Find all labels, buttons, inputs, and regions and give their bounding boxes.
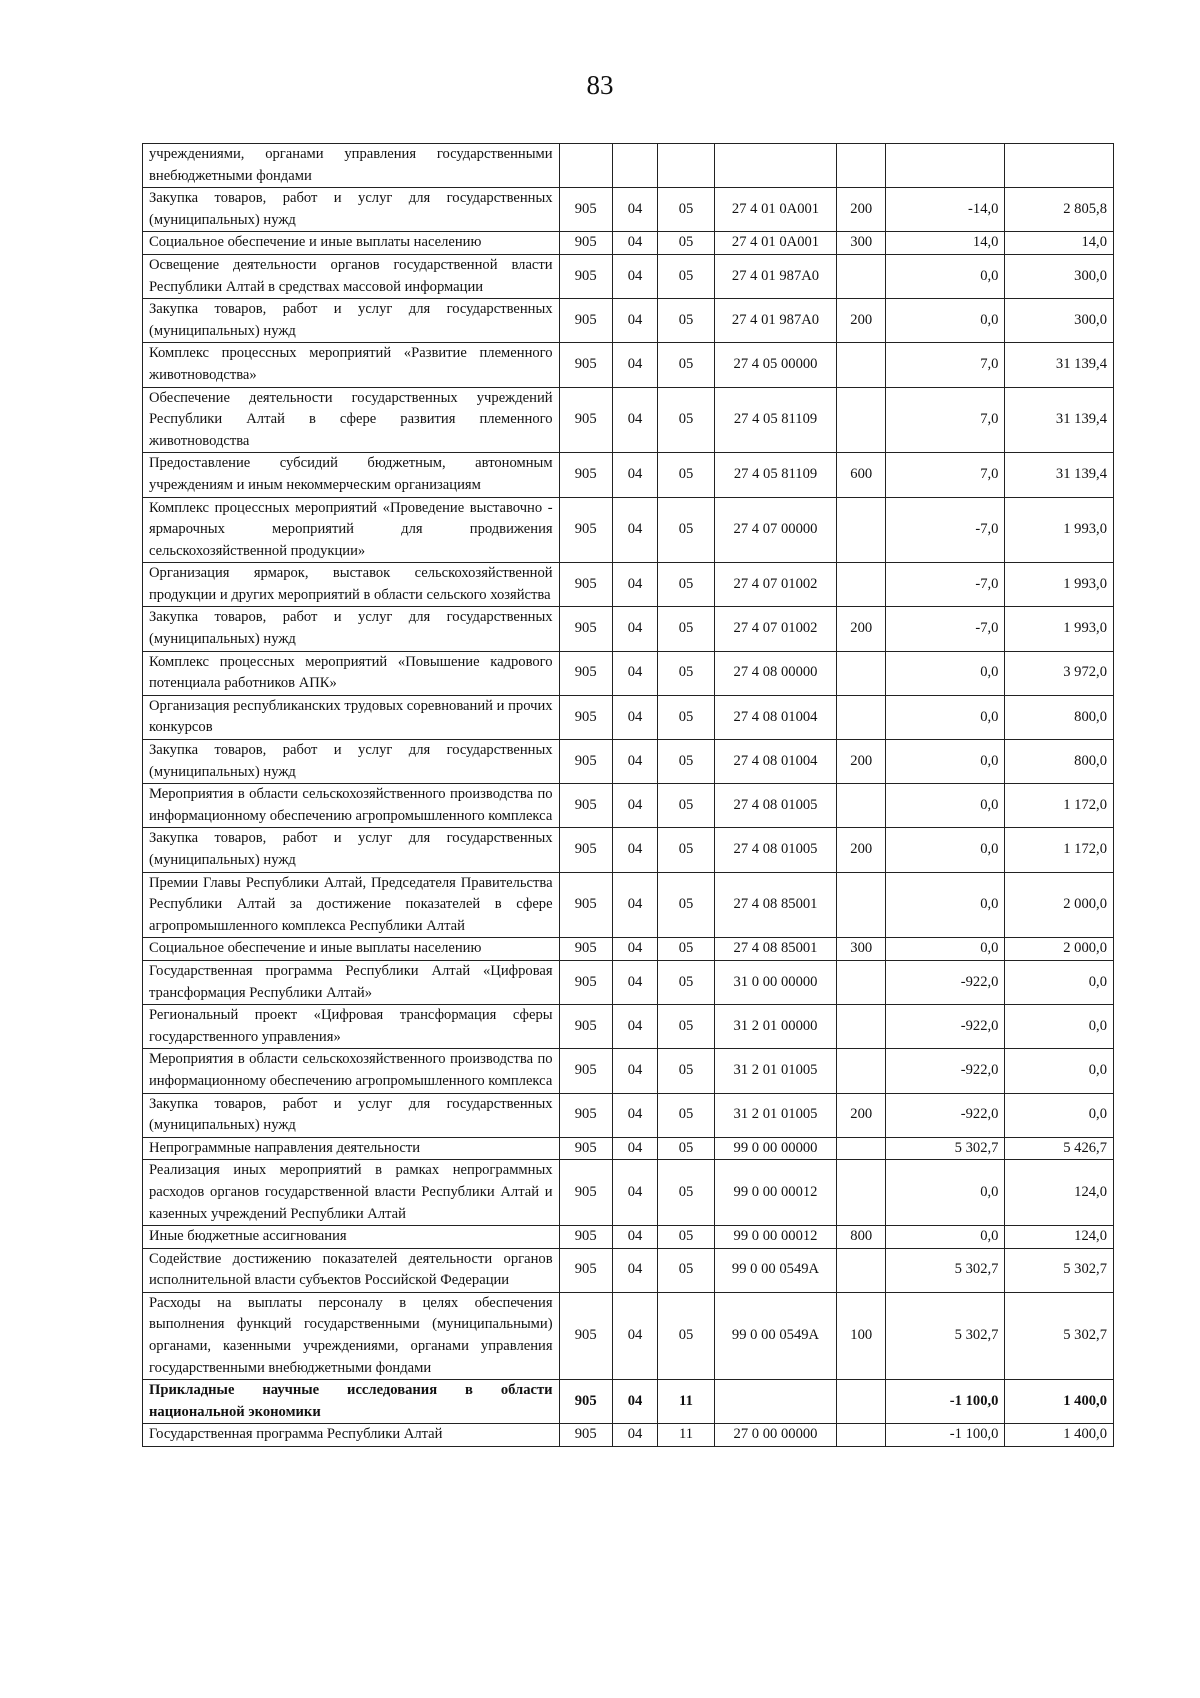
table-row	[143, 1380, 1114, 1424]
table-row	[143, 254, 1114, 298]
row-change-amount: 0,0	[886, 828, 1005, 872]
row-admin-code: 905	[559, 1248, 612, 1292]
row-section: 04	[612, 1292, 658, 1379]
row-total-amount: 2 805,8	[1005, 188, 1114, 232]
table-row	[143, 343, 1114, 387]
row-expense-type	[837, 1005, 886, 1049]
row-section: 04	[612, 828, 658, 872]
row-change-amount: 0,0	[886, 784, 1005, 828]
row-subsection: 11	[658, 1424, 714, 1447]
table-row	[143, 188, 1114, 232]
row-section: 04	[612, 254, 658, 298]
row-change-amount: 0,0	[886, 695, 1005, 739]
row-expense-type	[837, 695, 886, 739]
row-target-article: 27 4 08 00000	[714, 651, 837, 695]
row-description: Закупка товаров, работ и услуг для государственных (муниципальных) нужд	[143, 740, 560, 784]
table-row	[143, 1424, 1114, 1447]
row-section: 04	[612, 232, 658, 255]
row-expense-type	[837, 343, 886, 387]
row-target-article: 31 2 01 01005	[714, 1049, 837, 1093]
row-description: Непрограммные направления деятельности	[143, 1137, 560, 1160]
row-subsection: 05	[658, 784, 714, 828]
row-section: 04	[612, 563, 658, 607]
row-admin-code: 905	[559, 387, 612, 453]
row-subsection: 11	[658, 1380, 714, 1424]
row-expense-type	[837, 254, 886, 298]
row-subsection: 05	[658, 188, 714, 232]
row-change-amount: -7,0	[886, 607, 1005, 651]
row-subsection	[658, 144, 714, 188]
row-target-article: 27 4 07 01002	[714, 563, 837, 607]
row-subsection: 05	[658, 232, 714, 255]
row-change-amount: 0,0	[886, 740, 1005, 784]
row-expense-type: 100	[837, 1292, 886, 1379]
row-change-amount: -14,0	[886, 188, 1005, 232]
row-target-article: 31 2 01 00000	[714, 1005, 837, 1049]
row-description: Содействие достижению показателей деятельности органов исполнительной власти субъектов Российской Федерации	[143, 1248, 560, 1292]
row-expense-type: 300	[837, 232, 886, 255]
table-row	[143, 1226, 1114, 1249]
row-change-amount: -922,0	[886, 960, 1005, 1004]
table-row	[143, 938, 1114, 961]
row-description: Закупка товаров, работ и услуг для государственных (муниципальных) нужд	[143, 1093, 560, 1137]
row-admin-code: 905	[559, 1049, 612, 1093]
row-description: Закупка товаров, работ и услуг для государственных (муниципальных) нужд	[143, 188, 560, 232]
row-section: 04	[612, 651, 658, 695]
row-admin-code: 905	[559, 938, 612, 961]
row-section: 04	[612, 1049, 658, 1093]
row-admin-code: 905	[559, 453, 612, 497]
row-subsection: 05	[658, 1248, 714, 1292]
table-row	[143, 387, 1114, 453]
row-subsection: 05	[658, 960, 714, 1004]
row-change-amount: 0,0	[886, 651, 1005, 695]
row-total-amount: 124,0	[1005, 1226, 1114, 1249]
row-expense-type: 600	[837, 453, 886, 497]
row-change-amount: -922,0	[886, 1093, 1005, 1137]
row-target-article: 99 0 00 00012	[714, 1226, 837, 1249]
row-admin-code: 905	[559, 651, 612, 695]
row-expense-type	[837, 563, 886, 607]
row-admin-code: 905	[559, 740, 612, 784]
row-description: Расходы на выплаты персоналу в целях обеспечения выполнения функций государственными (муниципальными) органами, казенными учреждениями, органами управления государственными внебюджетными фондами	[143, 1292, 560, 1379]
row-expense-type	[837, 651, 886, 695]
row-admin-code: 905	[559, 607, 612, 651]
row-description: Социальное обеспечение и иные выплаты населению	[143, 938, 560, 961]
row-total-amount: 300,0	[1005, 254, 1114, 298]
row-total-amount: 1 993,0	[1005, 607, 1114, 651]
row-description: Закупка товаров, работ и услуг для государственных (муниципальных) нужд	[143, 828, 560, 872]
row-target-article: 27 4 05 81109	[714, 453, 837, 497]
table-row	[143, 784, 1114, 828]
row-total-amount: 14,0	[1005, 232, 1114, 255]
row-subsection: 05	[658, 651, 714, 695]
row-admin-code: 905	[559, 695, 612, 739]
row-total-amount: 1 993,0	[1005, 563, 1114, 607]
row-expense-type: 200	[837, 740, 886, 784]
row-target-article: 99 0 00 00012	[714, 1160, 837, 1226]
table-row	[143, 695, 1114, 739]
row-admin-code: 905	[559, 784, 612, 828]
table-row	[143, 872, 1114, 938]
page-number: 83	[586, 70, 614, 100]
row-admin-code: 905	[559, 188, 612, 232]
row-expense-type: 200	[837, 188, 886, 232]
row-target-article: 31 2 01 01005	[714, 1093, 837, 1137]
row-section: 04	[612, 453, 658, 497]
row-subsection: 05	[658, 828, 714, 872]
row-subsection: 05	[658, 1160, 714, 1226]
row-description: Закупка товаров, работ и услуг для государственных (муниципальных) нужд	[143, 607, 560, 651]
row-section: 04	[612, 607, 658, 651]
table-row	[143, 1248, 1114, 1292]
row-target-article: 99 0 00 00000	[714, 1137, 837, 1160]
row-section: 04	[612, 740, 658, 784]
row-target-article	[714, 1380, 837, 1424]
row-admin-code: 905	[559, 872, 612, 938]
row-section: 04	[612, 784, 658, 828]
row-description: Освещение деятельности органов государственной власти Республики Алтай в средствах массовой информации	[143, 254, 560, 298]
row-target-article: 27 4 05 00000	[714, 343, 837, 387]
row-section: 04	[612, 960, 658, 1004]
row-description: Мероприятия в области сельскохозяйственного производства по информационному обеспечению агропромышленного комплекса	[143, 1049, 560, 1093]
row-subsection: 05	[658, 1226, 714, 1249]
table-row	[143, 740, 1114, 784]
table-body	[143, 144, 1114, 1447]
budget-table	[142, 143, 1114, 1447]
row-target-article: 99 0 00 0549А	[714, 1248, 837, 1292]
row-change-amount: 7,0	[886, 343, 1005, 387]
table-row	[143, 232, 1114, 255]
row-subsection: 05	[658, 607, 714, 651]
row-description: Организация республиканских трудовых соревнований и прочих конкурсов	[143, 695, 560, 739]
row-target-article: 27 4 08 01005	[714, 828, 837, 872]
row-description: учреждениями, органами управления государственными внебюджетными фондами	[143, 144, 560, 188]
row-total-amount: 0,0	[1005, 1049, 1114, 1093]
row-section: 04	[612, 695, 658, 739]
row-section: 04	[612, 497, 658, 563]
row-target-article: 27 4 08 01004	[714, 740, 837, 784]
table-row	[143, 1093, 1114, 1137]
row-subsection: 05	[658, 1093, 714, 1137]
row-admin-code: 905	[559, 1424, 612, 1447]
row-section: 04	[612, 872, 658, 938]
row-change-amount: 7,0	[886, 387, 1005, 453]
row-target-article: 27 4 01 0А001	[714, 232, 837, 255]
row-description: Комплекс процессных мероприятий «Развитие племенного животноводства»	[143, 343, 560, 387]
row-expense-type: 800	[837, 1226, 886, 1249]
row-target-article: 27 4 07 00000	[714, 497, 837, 563]
row-target-article: 27 4 08 01004	[714, 695, 837, 739]
row-description: Премии Главы Республики Алтай, Председателя Правительства Республики Алтай за достижение показателей в сфере агропромышленного комплекса Республики Алтай	[143, 872, 560, 938]
row-change-amount: -7,0	[886, 563, 1005, 607]
row-subsection: 05	[658, 497, 714, 563]
row-section: 04	[612, 1137, 658, 1160]
row-description: Региональный проект «Цифровая трансформация сферы государственного управления»	[143, 1005, 560, 1049]
row-admin-code: 905	[559, 254, 612, 298]
row-total-amount: 5 302,7	[1005, 1292, 1114, 1379]
row-total-amount: 5 302,7	[1005, 1248, 1114, 1292]
row-total-amount: 5 426,7	[1005, 1137, 1114, 1160]
row-section	[612, 144, 658, 188]
table-row	[143, 1292, 1114, 1379]
row-section: 04	[612, 1160, 658, 1226]
row-description: Государственная программа Республики Алтай «Цифровая трансформация Республики Алтай»	[143, 960, 560, 1004]
row-change-amount: 7,0	[886, 453, 1005, 497]
row-target-article: 31 0 00 00000	[714, 960, 837, 1004]
row-subsection: 05	[658, 563, 714, 607]
row-admin-code: 905	[559, 828, 612, 872]
row-description: Организация ярмарок, выставок сельскохозяйственной продукции и других мероприятий в области сельского хозяйства	[143, 563, 560, 607]
row-target-article: 27 4 01 0А001	[714, 188, 837, 232]
row-section: 04	[612, 1248, 658, 1292]
row-total-amount	[1005, 144, 1114, 188]
table-row	[143, 497, 1114, 563]
row-change-amount: 0,0	[886, 299, 1005, 343]
row-total-amount: 1 400,0	[1005, 1380, 1114, 1424]
row-change-amount: -1 100,0	[886, 1424, 1005, 1447]
row-expense-type	[837, 1049, 886, 1093]
row-description: Комплекс процессных мероприятий «Проведение выставочно - ярмарочных мероприятий для продвижения сельскохозяйственной продукции»	[143, 497, 560, 563]
row-section: 04	[612, 343, 658, 387]
row-admin-code: 905	[559, 1093, 612, 1137]
row-description: Предоставление субсидий бюджетным, автономным учреждениям и иным некоммерческим организациям	[143, 453, 560, 497]
row-description: Иные бюджетные ассигнования	[143, 1226, 560, 1249]
table-row	[143, 299, 1114, 343]
row-total-amount: 3 972,0	[1005, 651, 1114, 695]
table-row	[143, 563, 1114, 607]
row-total-amount: 1 993,0	[1005, 497, 1114, 563]
table-row	[143, 1005, 1114, 1049]
row-total-amount: 1 172,0	[1005, 828, 1114, 872]
row-expense-type	[837, 144, 886, 188]
table-row	[143, 1160, 1114, 1226]
row-change-amount: 0,0	[886, 1226, 1005, 1249]
table-row	[143, 651, 1114, 695]
row-section: 04	[612, 188, 658, 232]
row-total-amount: 1 172,0	[1005, 784, 1114, 828]
row-expense-type	[837, 1137, 886, 1160]
row-target-article: 99 0 00 0549А	[714, 1292, 837, 1379]
row-total-amount: 2 000,0	[1005, 938, 1114, 961]
row-change-amount: -922,0	[886, 1005, 1005, 1049]
row-subsection: 05	[658, 387, 714, 453]
row-section: 04	[612, 387, 658, 453]
row-description: Реализация иных мероприятий в рамках непрограммных расходов органов государственной власти Республики Алтай и казенных учреждений Республики Алтай	[143, 1160, 560, 1226]
row-description: Комплекс процессных мероприятий «Повышение кадрового потенциала работников АПК»	[143, 651, 560, 695]
row-total-amount: 800,0	[1005, 740, 1114, 784]
row-total-amount: 1 400,0	[1005, 1424, 1114, 1447]
row-admin-code: 905	[559, 497, 612, 563]
row-subsection: 05	[658, 453, 714, 497]
row-expense-type	[837, 387, 886, 453]
row-section: 04	[612, 1005, 658, 1049]
row-description: Прикладные научные исследования в области национальной экономики	[143, 1380, 560, 1424]
row-admin-code: 905	[559, 1137, 612, 1160]
row-change-amount: 5 302,7	[886, 1248, 1005, 1292]
row-subsection: 05	[658, 254, 714, 298]
row-subsection: 05	[658, 343, 714, 387]
row-section: 04	[612, 938, 658, 961]
row-subsection: 05	[658, 1049, 714, 1093]
row-admin-code: 905	[559, 1160, 612, 1226]
row-total-amount: 124,0	[1005, 1160, 1114, 1226]
row-total-amount: 31 139,4	[1005, 387, 1114, 453]
row-change-amount: 14,0	[886, 232, 1005, 255]
row-section: 04	[612, 1380, 658, 1424]
row-subsection: 05	[658, 872, 714, 938]
row-target-article: 27 4 05 81109	[714, 387, 837, 453]
row-section: 04	[612, 1424, 658, 1447]
row-admin-code: 905	[559, 960, 612, 1004]
row-expense-type	[837, 497, 886, 563]
row-admin-code: 905	[559, 299, 612, 343]
row-total-amount: 0,0	[1005, 1093, 1114, 1137]
row-section: 04	[612, 1226, 658, 1249]
row-description: Обеспечение деятельности государственных учреждений Республики Алтай в сфере развития племенного животноводства	[143, 387, 560, 453]
row-description: Мероприятия в области сельскохозяйственного производства по информационному обеспечению агропромышленного комплекса	[143, 784, 560, 828]
row-expense-type	[837, 1160, 886, 1226]
table-row	[143, 1049, 1114, 1093]
table-row	[143, 1137, 1114, 1160]
row-description: Государственная программа Республики Алтай	[143, 1424, 560, 1447]
row-target-article: 27 4 01 987А0	[714, 254, 837, 298]
row-section: 04	[612, 299, 658, 343]
row-admin-code: 905	[559, 1380, 612, 1424]
row-total-amount: 31 139,4	[1005, 453, 1114, 497]
row-target-article: 27 0 00 00000	[714, 1424, 837, 1447]
row-section: 04	[612, 1093, 658, 1137]
row-total-amount: 0,0	[1005, 1005, 1114, 1049]
row-expense-type	[837, 872, 886, 938]
row-change-amount: 0,0	[886, 254, 1005, 298]
row-target-article	[714, 144, 837, 188]
row-change-amount: 0,0	[886, 1160, 1005, 1226]
row-change-amount: 0,0	[886, 938, 1005, 961]
row-total-amount: 0,0	[1005, 960, 1114, 1004]
row-subsection: 05	[658, 1005, 714, 1049]
row-change-amount: -1 100,0	[886, 1380, 1005, 1424]
row-expense-type: 200	[837, 607, 886, 651]
row-description: Социальное обеспечение и иные выплаты населению	[143, 232, 560, 255]
row-expense-type	[837, 1380, 886, 1424]
row-expense-type	[837, 1248, 886, 1292]
row-target-article: 27 4 07 01002	[714, 607, 837, 651]
row-change-amount: -922,0	[886, 1049, 1005, 1093]
row-admin-code: 905	[559, 563, 612, 607]
row-change-amount: 5 302,7	[886, 1137, 1005, 1160]
row-admin-code: 905	[559, 1292, 612, 1379]
row-expense-type	[837, 1424, 886, 1447]
row-expense-type: 200	[837, 828, 886, 872]
row-target-article: 27 4 08 85001	[714, 938, 837, 961]
row-subsection: 05	[658, 1137, 714, 1160]
row-target-article: 27 4 08 85001	[714, 872, 837, 938]
row-expense-type: 200	[837, 299, 886, 343]
row-expense-type: 200	[837, 1093, 886, 1137]
row-admin-code: 905	[559, 343, 612, 387]
row-subsection: 05	[658, 695, 714, 739]
row-expense-type: 300	[837, 938, 886, 961]
row-admin-code: 905	[559, 1005, 612, 1049]
table-row	[143, 960, 1114, 1004]
row-subsection: 05	[658, 299, 714, 343]
row-total-amount: 31 139,4	[1005, 343, 1114, 387]
row-admin-code	[559, 144, 612, 188]
row-target-article: 27 4 08 01005	[714, 784, 837, 828]
row-change-amount: 5 302,7	[886, 1292, 1005, 1379]
row-expense-type	[837, 784, 886, 828]
table-row	[143, 453, 1114, 497]
row-change-amount: 0,0	[886, 872, 1005, 938]
row-expense-type	[837, 960, 886, 1004]
row-subsection: 05	[658, 740, 714, 784]
row-admin-code: 905	[559, 232, 612, 255]
row-subsection: 05	[658, 938, 714, 961]
table-row	[143, 144, 1114, 188]
row-change-amount	[886, 144, 1005, 188]
row-admin-code: 905	[559, 1226, 612, 1249]
row-total-amount: 2 000,0	[1005, 872, 1114, 938]
row-subsection: 05	[658, 1292, 714, 1379]
row-target-article: 27 4 01 987А0	[714, 299, 837, 343]
table-row	[143, 828, 1114, 872]
table-row	[143, 607, 1114, 651]
row-total-amount: 300,0	[1005, 299, 1114, 343]
row-change-amount: -7,0	[886, 497, 1005, 563]
row-description: Закупка товаров, работ и услуг для государственных (муниципальных) нужд	[143, 299, 560, 343]
row-total-amount: 800,0	[1005, 695, 1114, 739]
